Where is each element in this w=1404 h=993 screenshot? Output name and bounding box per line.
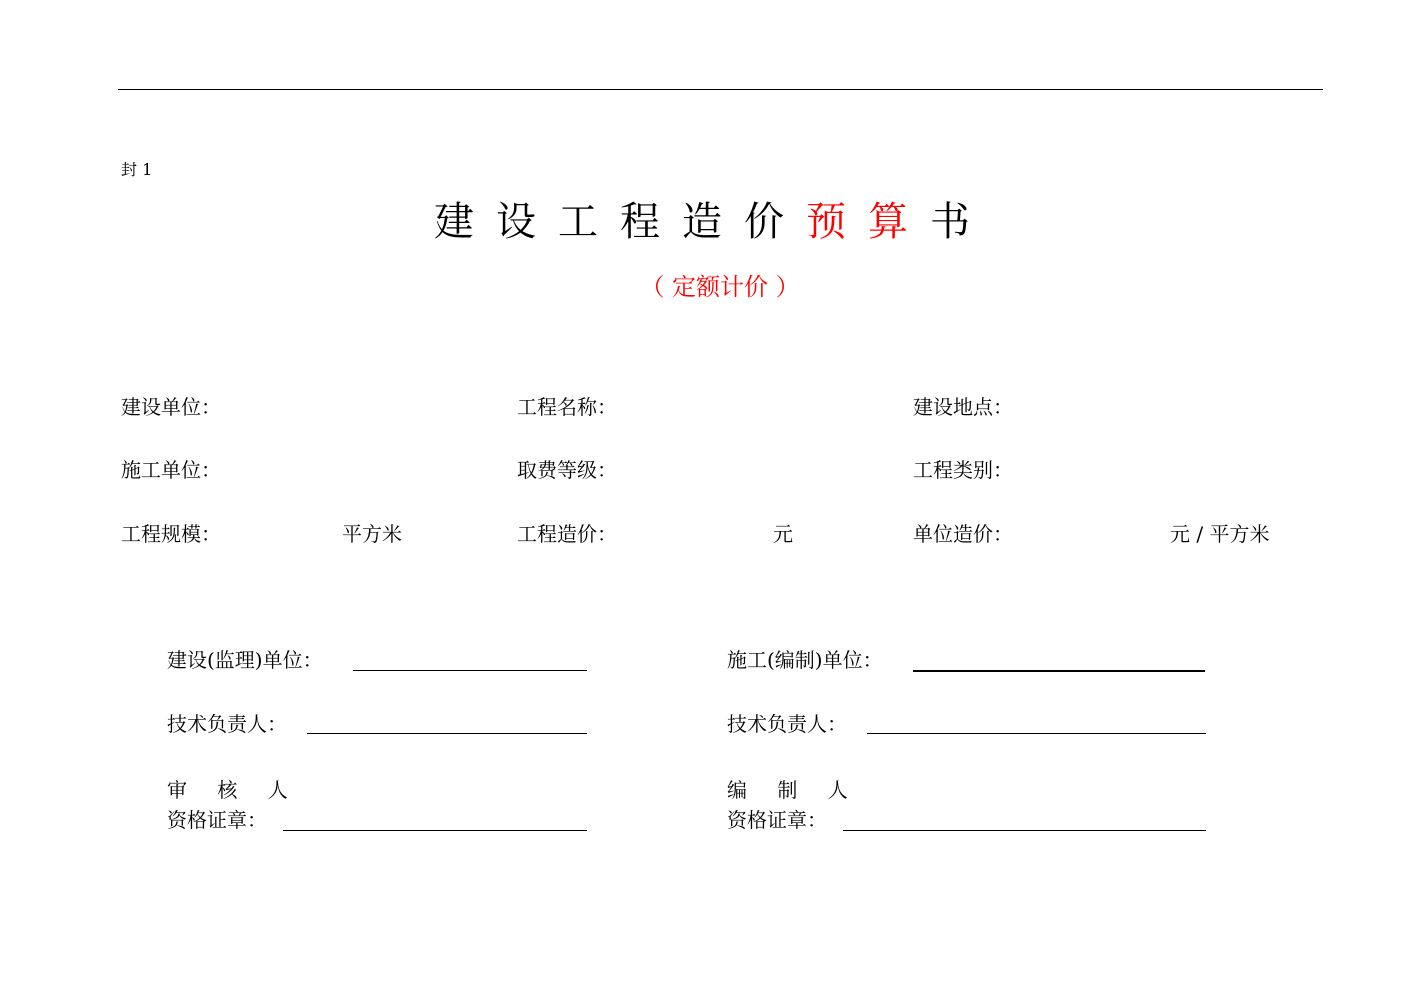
- right-tech-lead-signature-line: [867, 733, 1206, 734]
- title-char: 建: [434, 199, 474, 245]
- title-char-highlight: 预: [806, 199, 846, 245]
- right-qualification-signature-line: [843, 830, 1206, 831]
- construction-site-label: 建设地点：: [913, 395, 1013, 419]
- left-qualification-label: 资格证章：: [167, 808, 267, 832]
- contractor-unit-label: 施工单位：: [121, 458, 221, 482]
- title-char: 价: [744, 199, 784, 245]
- title-char-highlight: 算: [868, 199, 908, 245]
- right-qualification-label: 资格证章：: [727, 808, 827, 832]
- unit-cost-unit: 元 / 平方米: [1170, 522, 1270, 546]
- scale-unit: 平方米: [342, 522, 402, 546]
- title-char: 工: [558, 199, 598, 245]
- supervision-unit-signature-line: [353, 670, 587, 671]
- left-tech-lead-signature-line: [307, 733, 587, 734]
- construction-unit-label: 建设单位：: [121, 395, 221, 419]
- compiling-unit-signature-line: [913, 670, 1205, 672]
- unit-cost-label: 单位造价：: [913, 522, 1013, 546]
- left-tech-lead-label: 技术负责人：: [167, 712, 287, 736]
- page-title: [0, 196, 1404, 248]
- project-cost-label: 工程造价：: [517, 522, 617, 546]
- title-char: 程: [620, 199, 660, 245]
- title-char: 设: [496, 199, 536, 245]
- fee-grade-label: 取费等级：: [517, 458, 617, 482]
- reviewer-label: 审 核 人: [167, 778, 300, 802]
- project-category-label: 工程类别：: [913, 458, 1013, 482]
- right-tech-lead-label: 技术负责人：: [727, 712, 847, 736]
- page-subtitle: （ 定额计价 ）: [640, 273, 800, 301]
- title-char: 书: [930, 199, 970, 245]
- compiling-unit-label: 施工(编制)单位：: [727, 648, 883, 672]
- header-rule: [118, 89, 1323, 90]
- title-char: 造: [682, 199, 722, 245]
- project-name-label: 工程名称：: [517, 395, 617, 419]
- cost-unit: 元: [773, 522, 793, 546]
- left-qualification-signature-line: [283, 830, 587, 831]
- supervision-unit-label: 建设(监理)单位：: [167, 648, 323, 672]
- project-scale-label: 工程规模：: [121, 522, 221, 546]
- compiler-label: 编 制 人: [727, 778, 860, 802]
- cover-number: 封 1: [121, 160, 153, 179]
